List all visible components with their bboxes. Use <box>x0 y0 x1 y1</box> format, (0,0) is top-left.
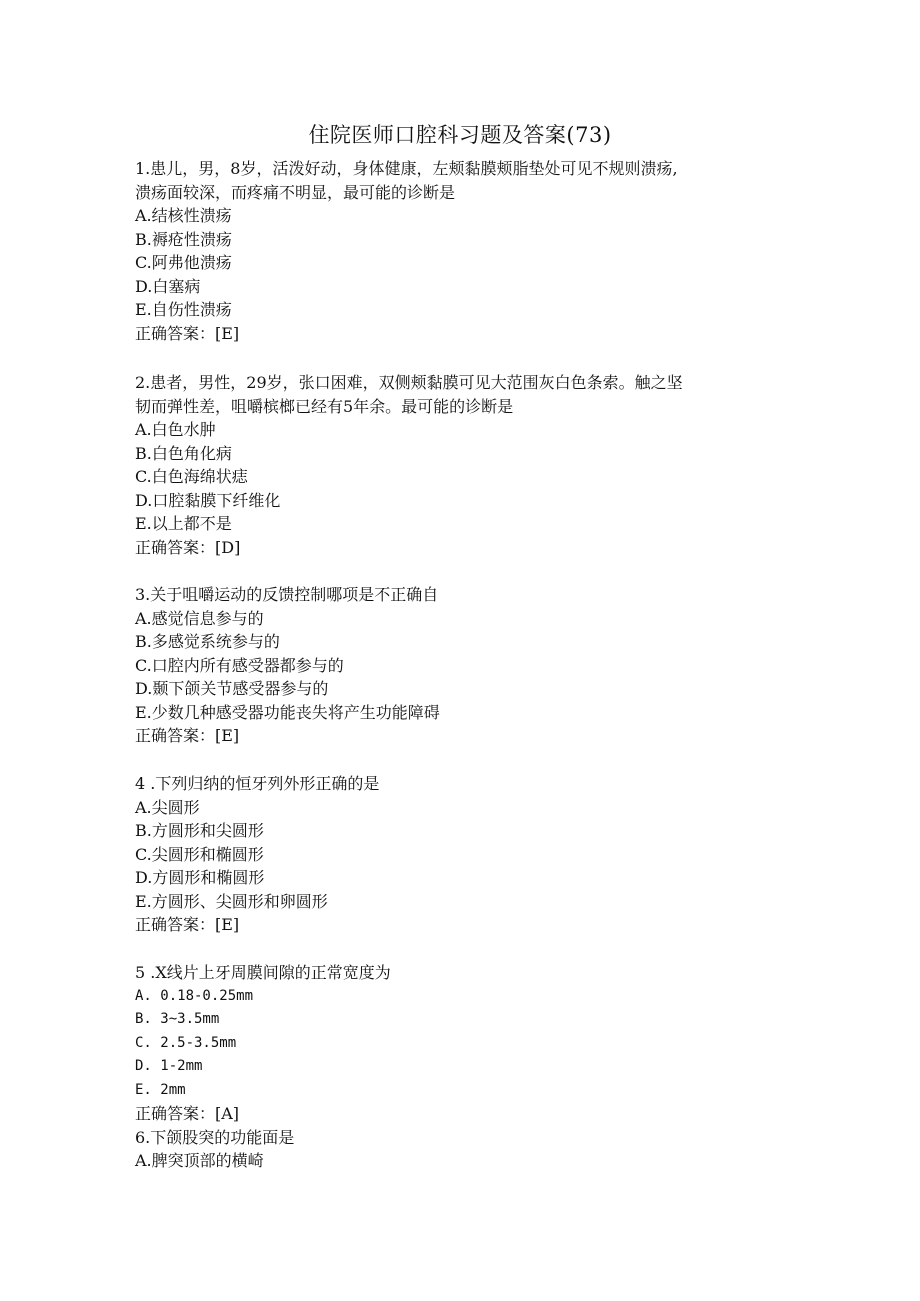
option-a: A.结核性溃疡 <box>135 206 232 225</box>
option-e: E.方圆形、尖圆形和卵圆形 <box>135 891 328 911</box>
question-stem: 1.患儿，男，8岁，活泼好动，身体健康，左颊黏膜颊脂垫处可见不规则溃疡, <box>135 159 678 178</box>
option-a: A.尖圆形 <box>135 797 200 817</box>
question-2 <box>135 371 795 559</box>
option-c: C. 2.5-3.5mm <box>135 1034 237 1051</box>
answer: 正确答案：[D] <box>135 537 241 557</box>
option-a: A.脾突顶部的横崎 <box>135 1151 264 1170</box>
option-a: A.感觉信息参与的 <box>135 608 264 628</box>
option-d: D.口腔黏膜下纤维化 <box>135 490 281 510</box>
document-title: 住院医师口腔科习题及答案(73) <box>308 123 612 147</box>
option-d: D.方圆形和椭圆形 <box>135 868 265 887</box>
answer: 正确答案：[E] <box>135 915 240 934</box>
question-4 <box>135 772 795 937</box>
question-stem: 3.关于咀嚼运动的反馈控制哪项是不正确自 <box>135 585 439 604</box>
question-3 <box>135 583 795 748</box>
answer: 正确答案：[E] <box>135 323 240 343</box>
option-d: D.白塞病 <box>135 276 201 296</box>
option-a: A. 0.18-0.25mm <box>135 987 254 1004</box>
option-e: E.自伤性溃疡 <box>135 300 232 319</box>
question-stem: 韧而弹性差，咀嚼槟榔已经有5年余。最可能的诊断是 <box>135 396 514 416</box>
option-c: C.白色海绵状痣 <box>135 467 248 486</box>
option-c: C.尖圆形和椭圆形 <box>135 844 264 864</box>
answer: 正确答案：[A] <box>135 1104 240 1123</box>
question-1 <box>135 157 795 345</box>
option-e: E.以上都不是 <box>135 514 232 533</box>
option-c: C.口腔内所有感受器都参与的 <box>135 655 344 675</box>
answer: 正确答案：[E] <box>135 726 240 745</box>
option-b: B. 3~3.5mm <box>135 1011 220 1027</box>
option-e: E. 2mm <box>135 1081 186 1098</box>
option-a: A.白色水肿 <box>135 420 216 439</box>
question-stem: 2.患者，男性，29岁，张口困难，双侧颊黏膜可见大范围灰白色条索。触之坚 <box>135 373 683 392</box>
option-d: D.颞下颌关节感受器参与的 <box>135 679 329 698</box>
option-b: B.褥疮性溃疡 <box>135 229 232 249</box>
option-c: C.阿弗他溃疡 <box>135 253 232 272</box>
question-stem: 6.下颌股突的功能面是 <box>135 1127 295 1147</box>
option-b: B.多感觉系统参与的 <box>135 632 280 651</box>
question-stem: 5 .X线片上牙周膜间隙的正常宽度为 <box>135 963 391 982</box>
question-stem: 4 .下列归纳的恒牙列外形正确的是 <box>135 774 380 793</box>
option-e: E.少数几种感受器功能丧失将产生功能障碍 <box>135 702 440 722</box>
option-b: B.方圆形和尖圆形 <box>135 821 264 840</box>
question-stem: 溃疡面较深，而疼痛不明显，最可能的诊断是 <box>135 182 456 202</box>
option-d: D. 1-2mm <box>135 1058 203 1074</box>
option-b: B.白色角化病 <box>135 443 232 463</box>
question-5 <box>135 961 795 1173</box>
